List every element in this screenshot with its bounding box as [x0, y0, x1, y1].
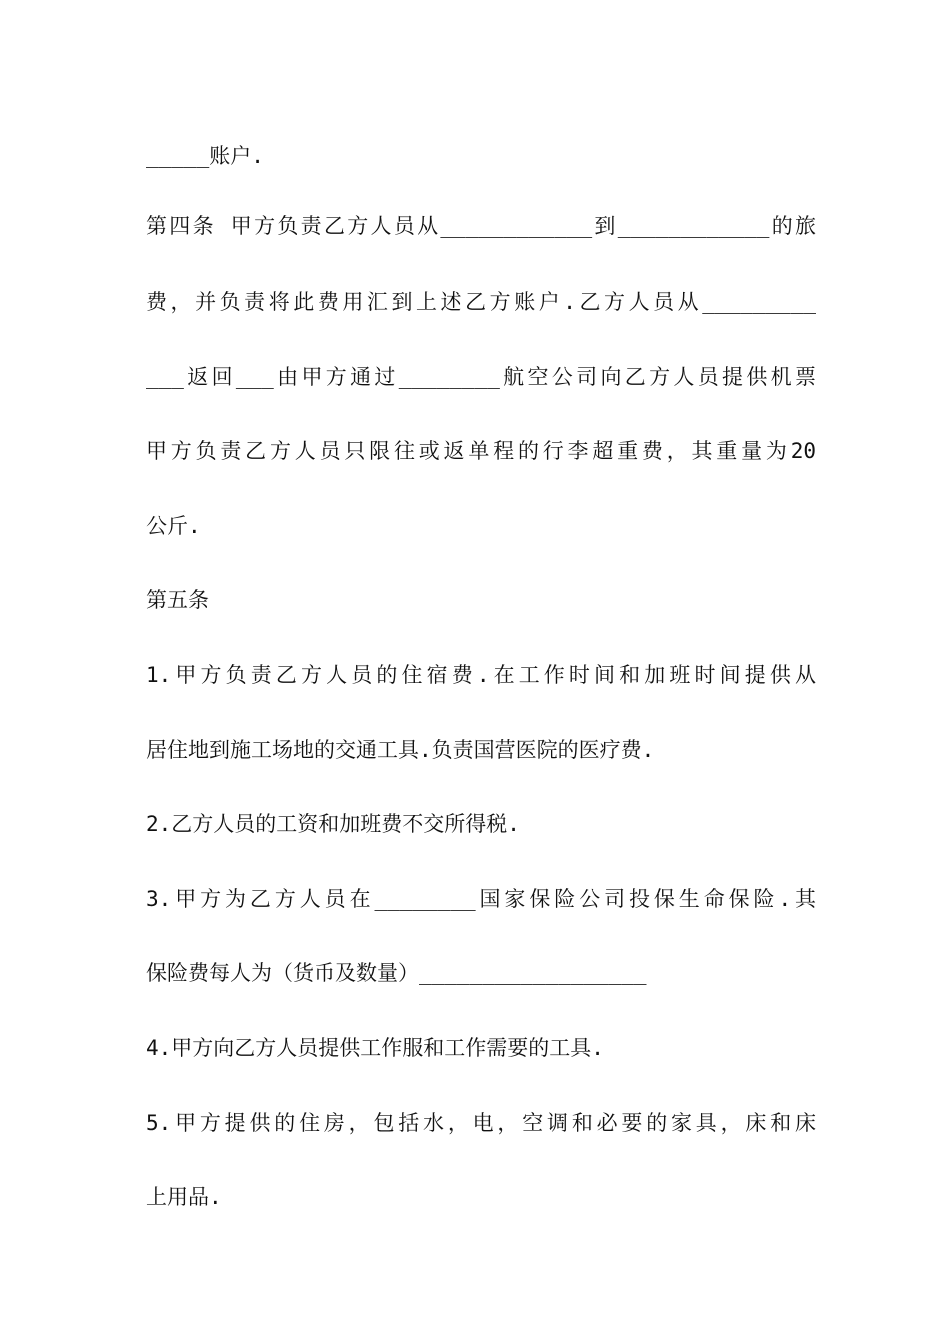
text-line-article-4-weight: 公斤. [146, 514, 201, 538]
text-line-account: _____账户. [146, 144, 264, 168]
text-line-item-1-end: 居住地到施工场地的交通工具.负责国营医院的医疗费. [146, 738, 655, 762]
text-line-item-4: 4.甲方向乙方人员提供工作服和工作需要的工具. [146, 1036, 604, 1060]
text-line-item-3-end: 保险费每人为（货币及数量）__________________ [146, 961, 647, 985]
text-line-article-4-start: 第四条 甲方负责乙方人员从____________到____________的旅 [146, 214, 816, 238]
text-line-item-2: 2.乙方人员的工资和加班费不交所得税. [146, 812, 520, 836]
text-line-article-4-ticket: ___返回___由甲方通过________航空公司向乙方人员提供机票 [146, 365, 816, 389]
text-line-article-4-luggage: 甲方负责乙方人员只限往或返单程的行李超重费，其重量为20 [146, 439, 816, 463]
text-line-item-5-end: 上用品. [146, 1185, 222, 1209]
article-5-heading: 第五条 [146, 588, 209, 612]
text-line-item-3-start: 3.甲方为乙方人员在________国家保险公司投保生命保险.其 [146, 887, 816, 911]
text-line-article-4-travel: 费，并负责将此费用汇到上述乙方账户.乙方人员从_________ [146, 290, 816, 314]
text-line-item-1-start: 1.甲方负责乙方人员的住宿费.在工作时间和加班时间提供从 [146, 663, 816, 687]
text-line-item-5-start: 5.甲方提供的住房，包括水，电，空调和必要的家具，床和床 [146, 1111, 816, 1135]
